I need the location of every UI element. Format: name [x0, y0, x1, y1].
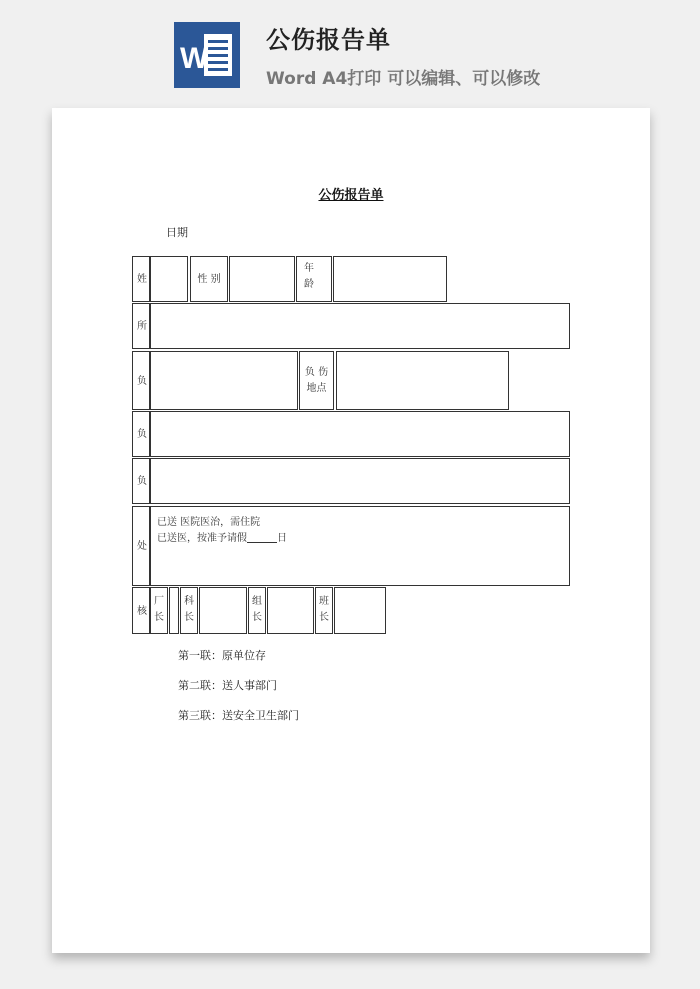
leave-option-prefix: 已送医，按准予请假 — [157, 533, 247, 544]
handling-field[interactable] — [150, 506, 570, 586]
name-label: 姓 — [137, 274, 147, 285]
page-subtitle: Word A4打印 可以编辑、可以修改 — [266, 69, 541, 89]
word-icon — [174, 22, 240, 88]
section-head-label-cell — [180, 587, 198, 634]
injury-part-label-cell — [132, 458, 150, 504]
team-head-label-line1: 班 — [319, 596, 329, 607]
document-page — [52, 108, 650, 953]
name-label-cell — [132, 256, 150, 302]
injury-part-field[interactable] — [150, 458, 570, 504]
injury-cause-label: 负 — [137, 429, 147, 440]
gender-field[interactable] — [229, 256, 295, 302]
unit-label: 所 — [137, 321, 147, 332]
factory-head-field[interactable] — [169, 587, 179, 634]
approval-label-cell — [132, 587, 150, 634]
group-head-label-cell — [248, 587, 266, 634]
header — [0, 0, 700, 105]
section-head-label-line2: 长 — [184, 612, 194, 623]
factory-head-label-line1: 厂 — [154, 596, 164, 607]
age-field[interactable] — [333, 256, 447, 302]
word-icon-letter: W — [180, 42, 209, 75]
document-title: 公伤报告单 — [318, 188, 384, 203]
name-field[interactable] — [150, 256, 188, 302]
group-head-label-line2: 长 — [252, 612, 262, 623]
age-label-cell — [296, 256, 332, 302]
gender-label: 性 别 — [197, 274, 221, 285]
age-label-line1: 年 — [304, 263, 314, 274]
injury-time-label: 负 — [137, 376, 147, 387]
group-head-field[interactable] — [267, 587, 314, 634]
group-head-label-line1: 组 — [252, 596, 262, 607]
injury-part-label: 负 — [137, 476, 147, 487]
factory-head-label-line2: 长 — [154, 612, 164, 623]
injury-place-label-line1: 负 伤 — [304, 367, 329, 378]
copy-note-1: 第一联：原单位存 — [178, 649, 266, 662]
injury-place-field[interactable] — [336, 351, 509, 410]
approval-label: 核 — [137, 606, 147, 617]
team-head-label-line2: 长 — [319, 612, 329, 623]
copy-note-2: 第二联：送人事部门 — [178, 679, 277, 692]
factory-head-label-cell — [150, 587, 168, 634]
section-head-field[interactable] — [199, 587, 247, 634]
injury-place-label-line2: 地点 — [306, 383, 327, 394]
age-label-line2: 龄 — [304, 279, 314, 290]
leave-days-blank[interactable] — [247, 532, 277, 543]
copy-note-3: 第三联：送安全卫生部门 — [178, 709, 299, 722]
hospital-option-text: 已送 医院医治，需住院 — [157, 517, 261, 528]
handling-label: 处 — [137, 541, 147, 552]
section-head-label-line1: 科 — [184, 596, 194, 607]
unit-label-cell — [132, 303, 150, 349]
date-label: 日期 — [166, 226, 188, 239]
team-head-label-cell — [315, 587, 333, 634]
injury-cause-label-cell — [132, 411, 150, 457]
unit-field[interactable] — [150, 303, 570, 349]
leave-option-suffix: 日 — [277, 533, 287, 544]
page-title: 公伤报告单 — [266, 26, 391, 54]
injury-cause-field[interactable] — [150, 411, 570, 457]
handling-label-cell — [132, 506, 150, 586]
injury-time-field[interactable] — [150, 351, 298, 410]
injury-place-label-cell — [299, 351, 334, 410]
injury-time-label-cell — [132, 351, 150, 410]
team-head-field[interactable] — [334, 587, 386, 634]
gender-label-cell — [190, 256, 228, 302]
